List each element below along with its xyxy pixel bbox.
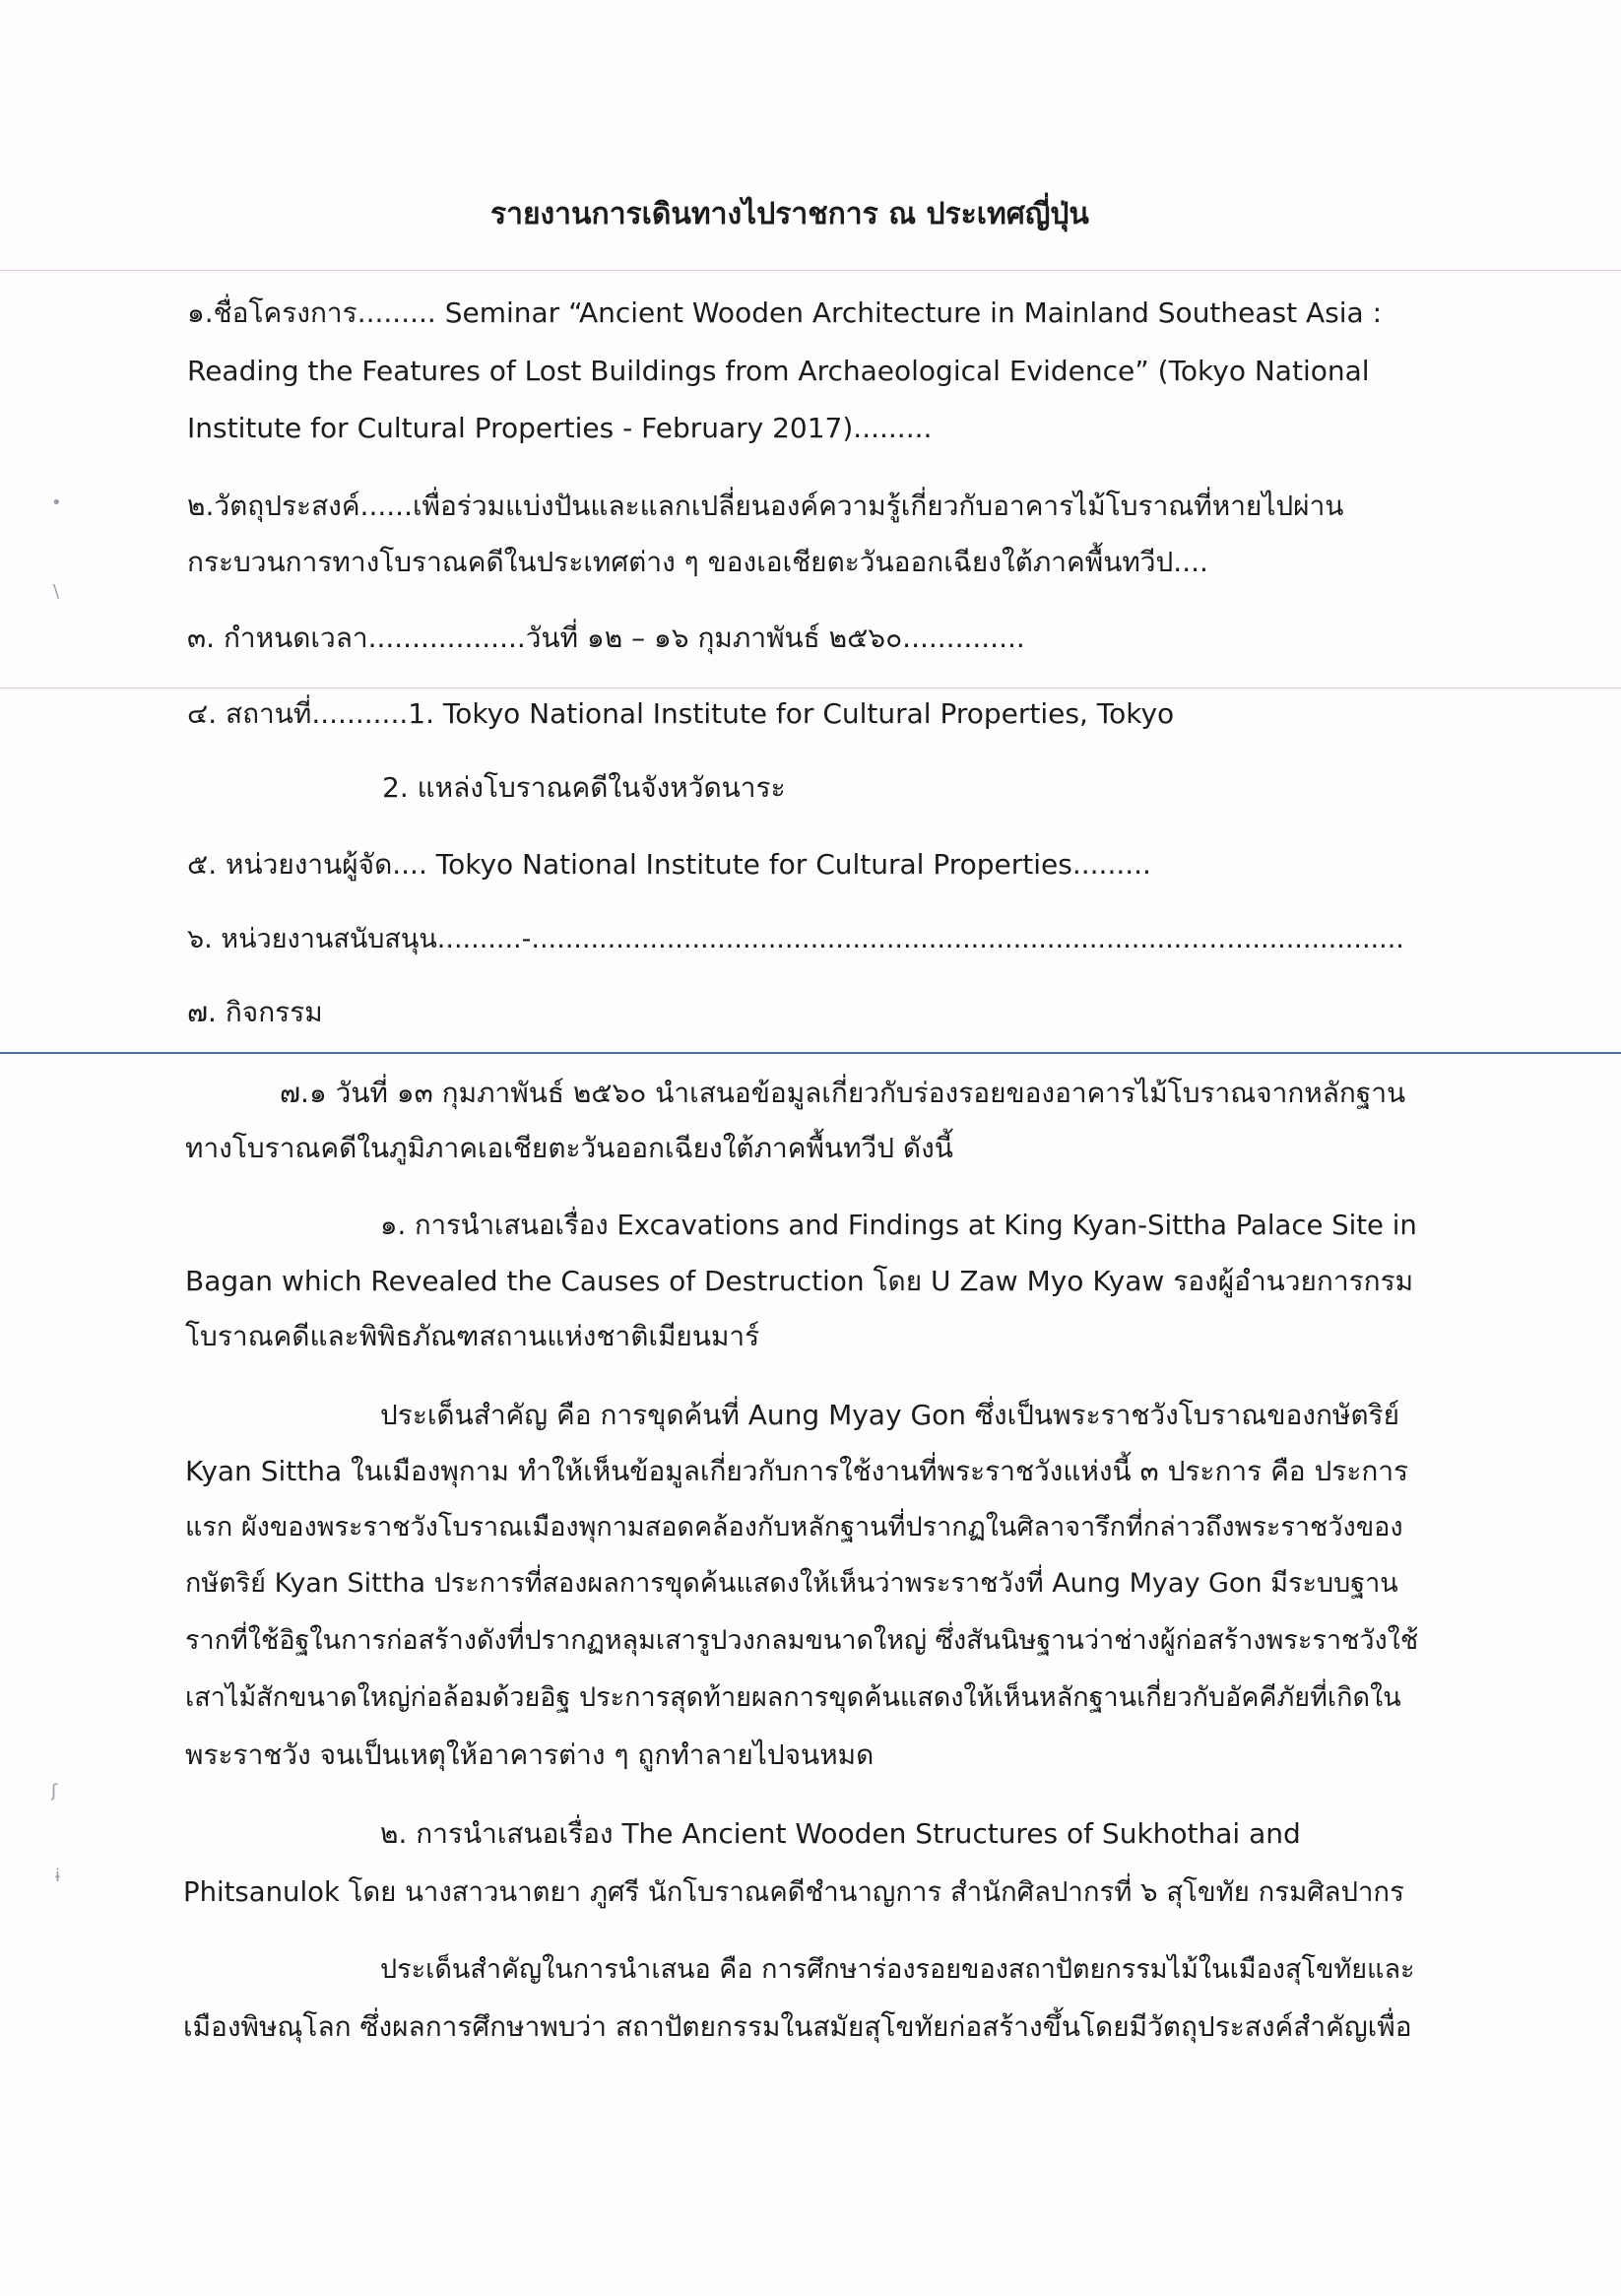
scan-speck: •: [51, 492, 62, 513]
location-line: 2. แหล่งโบราณคดีในจังหวัดนาระ: [382, 771, 786, 804]
presentation-1-detail-line: แรก ผังของพระราชวังโบราณเมืองพุกามสอดคล้องกับหลักฐานที่ปรากฏในศิลาจารึกที่กล่าวถึงพระราชวังของ: [185, 1512, 1403, 1542]
presentation-1-detail-line: พระราชวัง จนเป็นเหตุให้อาคารต่าง ๆ ถูกทำลายไปจนหมด: [185, 1738, 875, 1771]
scan-speck: ɨ: [55, 1866, 61, 1886]
presentation-1-line: Bagan which Revealed the Causes of Destruction โดย U Zaw Myo Kyaw รองผู้อำนวยการกรม: [185, 1265, 1414, 1297]
presentation-2-detail-line: เมืองพิษณุโลก ซึ่งผลการศึกษาพบว่า สถาปัตยกรรมในสมัยสุโขทัยก่อสร้างขึ้นโดยมีวัตถุประสงค์สำคัญเพื่อ: [183, 2010, 1412, 2043]
scan-line: [0, 1052, 1621, 1054]
scan-speck: \: [53, 581, 60, 602]
presentation-2-detail-line: ประเด็นสำคัญในการนำเสนอ คือ การศึกษาร่องรอยของสถาปัตยกรรมไม้ในเมืองสุโขทัยและ: [380, 1954, 1415, 1985]
presentation-1-line: โบราณคดีและพิพิธภัณฑสถานแห่งชาติเมียนมาร์: [185, 1320, 760, 1352]
organizer-line: ๕. หน่วยงานผู้จัด.... Tokyo National Institute for Cultural Properties.........: [187, 848, 1151, 881]
project-name-line: Institute for Cultural Properties - February 2017).........: [187, 412, 933, 444]
presentation-2-line: ๒. การนำเสนอเรื่อง The Ancient Wooden Structures of Sukhothai and: [380, 1817, 1301, 1850]
presentation-1-detail-line: รากที่ใช้อิฐในการก่อสร้างดังที่ปรากฏหลุมเสารูปวงกลมขนาดใหญ่ ซึ่งสันนิษฐานว่าช่างผู้ก่อสร้างพระราชวังใช้: [185, 1625, 1419, 1656]
activity-paragraph-line: ๗.๑ วันที่ ๑๓ กุมภาพันธ์ ๒๕๖๐ นำเสนอข้อมูลเกี่ยวกับร่องรอยของอาคารไม้โบราณจากหลักฐาน: [280, 1077, 1406, 1109]
objective-line: ๒.วัตถุประสงค์......เพื่อร่วมแบ่งปันและแลกเปลี่ยนองค์ความรู้เกี่ยวกับอาคารไม้โบราณที่หายไปผ่าน: [187, 490, 1344, 522]
presentation-1-line: ๑. การนำเสนอเรื่อง Excavations and Findings at King Kyan-Sittha Palace Site in: [380, 1210, 1417, 1241]
activity-paragraph-line: ทางโบราณคดีในภูมิภาคเอเชียตะวันออกเฉียงใต้ภาคพื้นทวีป ดังนี้: [185, 1132, 953, 1164]
presentation-1-detail-line: กษัตริย์ Kyan Sittha ประการที่สองผลการขุดค้นแสดงให้เห็นว่าพระราชวังที่ Aung Myay Gon มีระบบฐาน: [185, 1568, 1398, 1599]
location-line: ๔. สถานที่...........1. Tokyo National Institute for Cultural Properties, Tokyo: [187, 697, 1175, 730]
presentation-1-detail-line: เสาไม้สักขนาดใหญ่ก่อล้อมด้วยอิฐ ประการสุดท้ายผลการขุดค้นแสดงให้เห็นหลักฐานเกี่ยวกับอัคคีภัยที่เกิดใน: [185, 1682, 1401, 1713]
activities-heading: ๗. กิจกรรม: [187, 996, 323, 1028]
scan-line: [0, 688, 1621, 689]
presentation-2-line: Phitsanulok โดย นางสาวนาตยา ภูศรี นักโบราณคดีชำนาญการ สำนักศิลปากรที่ ๖ สุโขทัย กรมศิลปากร: [183, 1876, 1404, 1908]
document-title: รายงานการเดินทางไปราชการ ณ ประเทศญี่ปุ่น: [490, 197, 1089, 231]
project-name-line: ๑.ชื่อโครงการ......... Seminar “Ancient Wooden Architecture in Mainland Southeast Asia :: [187, 296, 1383, 329]
scan-line: [0, 270, 1621, 271]
project-name-line: Reading the Features of Lost Buildings from Archaeological Evidence” (Tokyo National: [187, 355, 1370, 387]
schedule-line: ๓. กำหนดเวลา..................วันที่ ๑๒ – ๑๖ กุมภาพันธ์ ๒๕๖๐..............: [187, 622, 1025, 654]
objective-line: กระบวนการทางโบราณคดีในประเทศต่าง ๆ ของเอเชียตะวันออกเฉียงใต้ภาคพื้นทวีป....: [187, 546, 1208, 578]
presentation-1-detail-line: ประเด็นสำคัญ คือ การขุดค้นที่ Aung Myay Gon ซึ่งเป็นพระราชวังโบราณของกษัตริย์: [380, 1399, 1399, 1431]
supporter-line: ๖. หน่วยงานสนับสนุน..........-.............................................................................……....................: [187, 924, 1404, 954]
presentation-1-detail-line: Kyan Sittha ในเมืองพุกาม ทำให้เห็นข้อมูลเกี่ยวกับการใช้งานที่พระราชวังแห่งนี้ ๓ ประการ คือ ประการ: [185, 1455, 1409, 1487]
scan-speck: ʃ: [51, 1781, 58, 1802]
